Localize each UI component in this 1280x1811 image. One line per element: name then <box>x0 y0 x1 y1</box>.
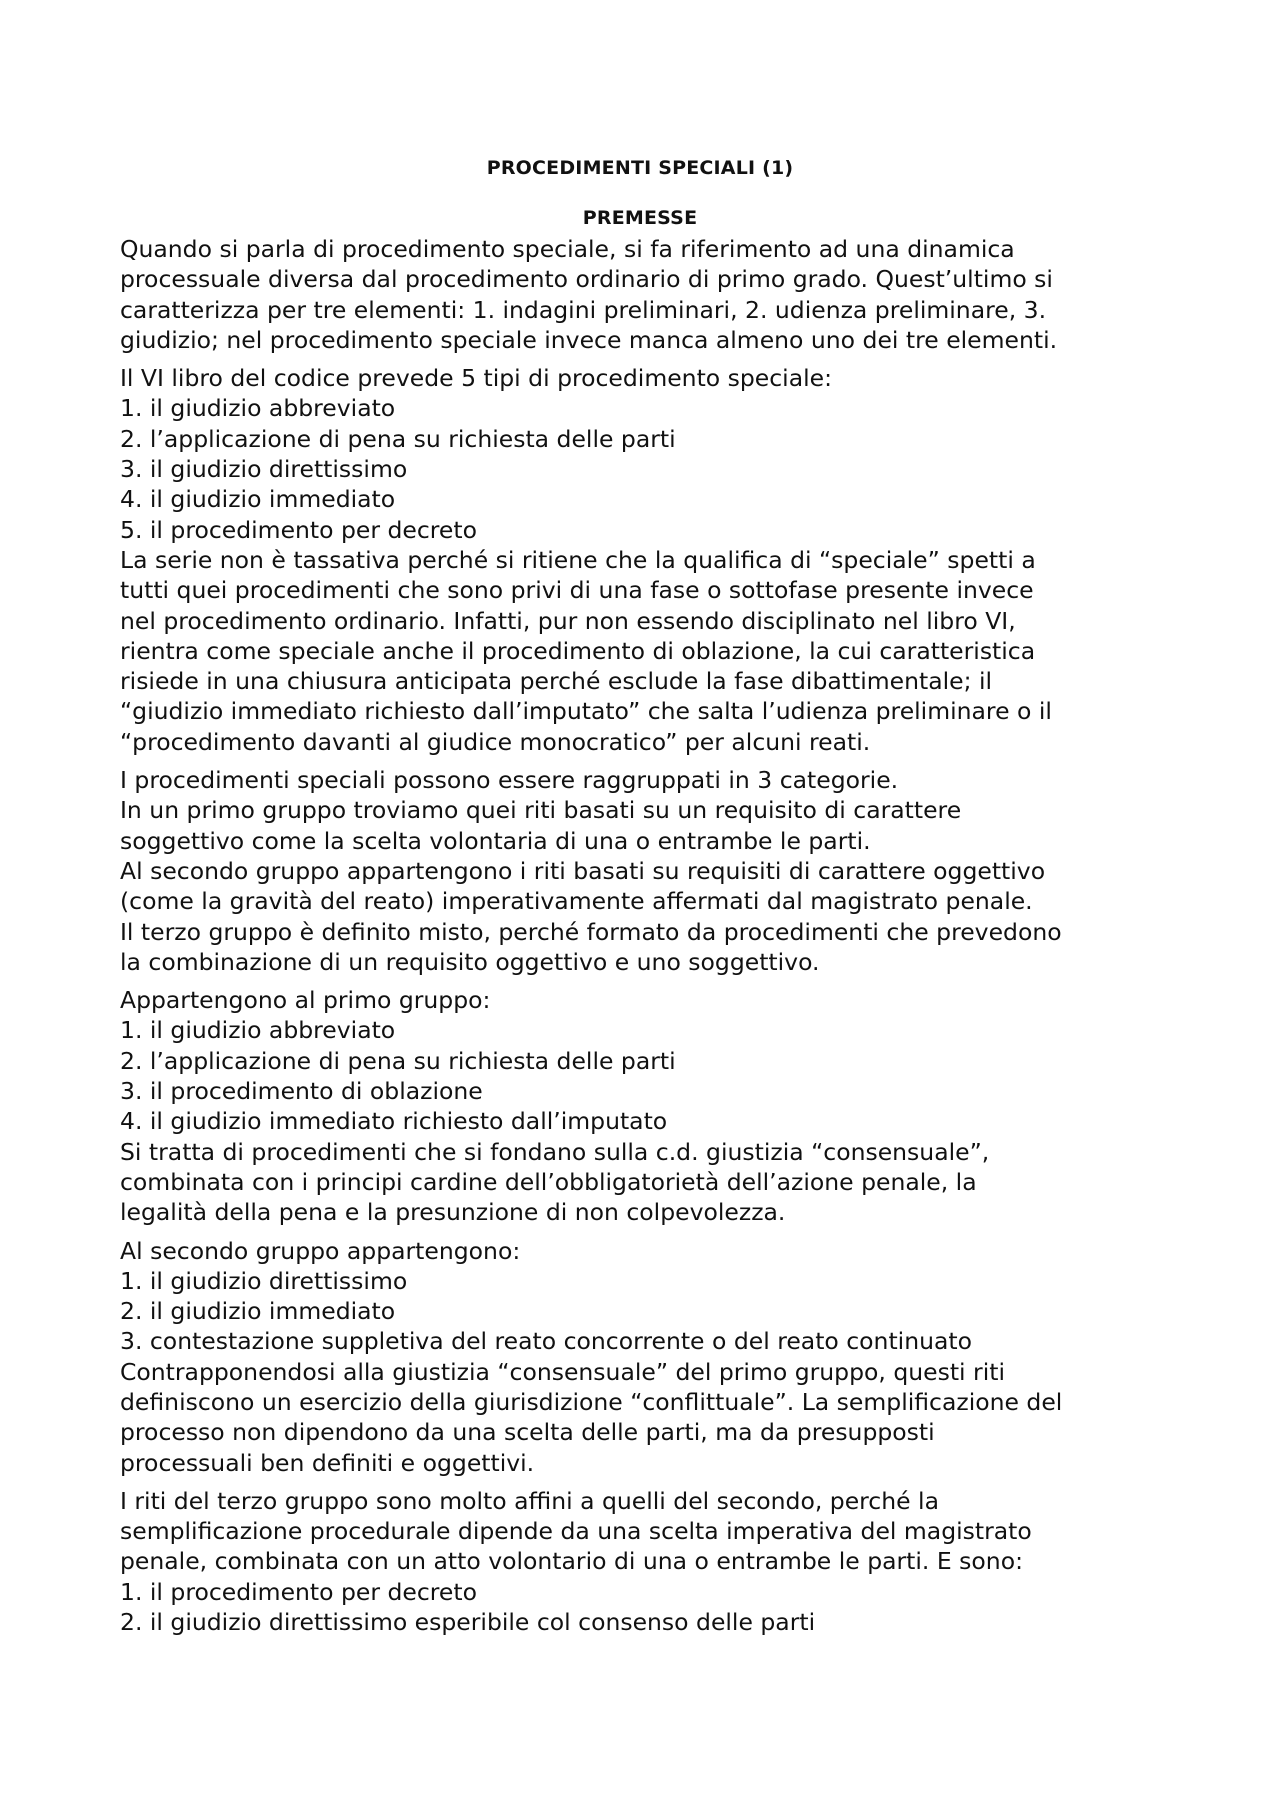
text-line: 2. l’applicazione di pena su richiesta delle parti <box>120 424 676 453</box>
text-line: 3. il giudizio direttissimo <box>120 455 408 484</box>
text-line: Si tratta di procedimenti che si fondano sulla c.d. giustizia “consensuale”, <box>120 1137 990 1166</box>
text-line: la combinazione di un requisito oggettivo e uno soggettivo. <box>120 947 820 976</box>
section-heading: PREMESSE <box>582 207 698 229</box>
text-line: (come la gravità del reato) imperativamente affermati dal magistrato penale. <box>120 887 1033 916</box>
text-line: 2. il giudizio direttissimo esperibile col consenso delle parti <box>120 1608 816 1637</box>
text-line: 3. contestazione suppletiva del reato concorrente o del reato continuato <box>120 1327 972 1356</box>
paragraph <box>120 1236 1160 1478</box>
text-line: 2. l’applicazione di pena su richiesta delle parti <box>120 1046 676 1075</box>
text-line: semplificazione procedurale dipende da una scelta imperativa del magistrato <box>120 1517 1032 1546</box>
text-line: tutti quei procedimenti che sono privi di una fase o sottofase presente invece <box>120 576 1034 605</box>
text-line: soggettivo come la scelta volontaria di una o entrambe le parti. <box>120 826 871 855</box>
paragraph <box>120 1486 1160 1637</box>
text-line: Il VI libro del codice prevede 5 tipi di procedimento speciale: <box>120 364 833 393</box>
text-line: 1. il giudizio abbreviato <box>120 394 396 423</box>
text-line: 4. il giudizio immediato richiesto dall’imputato <box>120 1107 668 1136</box>
text-line: Contrapponendosi alla giustizia “consensuale” del primo gruppo, questi riti <box>120 1357 1005 1386</box>
text-line: caratterizza per tre elementi: 1. indagini preliminari, 2. udienza preliminare, 3. <box>120 295 1047 324</box>
text-line: 4. il giudizio immediato <box>120 485 396 514</box>
document-title: PROCEDIMENTI SPECIALI (1) <box>486 157 794 179</box>
text-line: legalità della pena e la presunzione di non colpevolezza. <box>120 1198 786 1227</box>
text-line: “giudizio immediato richiesto dall’imputato” che salta l’udienza preliminare o il <box>120 697 1052 726</box>
text-line: processo non dipendono da una scelta delle parti, ma da presupposti <box>120 1418 935 1447</box>
text-line: nel procedimento ordinario. Infatti, pur non essendo disciplinato nel libro VI, <box>120 606 1016 635</box>
text-line: definiscono un esercizio della giurisdizione “conflittuale”. La semplificazione del <box>120 1387 1063 1416</box>
text-line: Appartengono al primo gruppo: <box>120 986 491 1015</box>
text-line: 1. il procedimento per decreto <box>120 1577 477 1606</box>
text-line: penale, combinata con un atto volontario di una o entrambe le parti. E sono: <box>120 1547 1023 1576</box>
text-line: risiede in una chiusura anticipata perché esclude la fase dibattimentale; il <box>120 667 993 696</box>
text-line: Al secondo gruppo appartengono: <box>120 1236 521 1265</box>
text-line: I procedimenti speciali possono essere raggruppati in 3 categorie. <box>120 766 899 795</box>
text-line: combinata con i principi cardine dell’obbligatorietà dell’azione penale, la <box>120 1167 977 1196</box>
paragraph <box>120 765 1160 977</box>
text-line: giudizio; nel procedimento speciale invece manca almeno uno dei tre elementi. <box>120 325 1058 354</box>
text-line: “procedimento davanti al giudice monocratico” per alcuni reati. <box>120 727 871 756</box>
text-line: Il terzo gruppo è definito misto, perché formato da procedimenti che prevedono <box>120 917 1062 946</box>
text-line: In un primo gruppo troviamo quei riti basati su un requisito di carattere <box>120 796 962 825</box>
text-line: processuali ben definiti e oggettivi. <box>120 1448 535 1477</box>
text-line: 2. il giudizio immediato <box>120 1297 396 1326</box>
paragraph <box>120 234 1160 355</box>
text-line: processuale diversa dal procedimento ordinario di primo grado. Quest’ultimo si <box>120 265 1053 294</box>
paragraph <box>120 985 1160 1227</box>
text-line: La serie non è tassativa perché si ritiene che la qualifica di “speciale” spetti a <box>120 545 1036 574</box>
text-line: rientra come speciale anche il procedimento di oblazione, la cui caratteristica <box>120 636 1036 665</box>
document-body <box>120 234 1160 1637</box>
text-line: 1. il giudizio abbreviato <box>120 1016 396 1045</box>
text-line: I riti del terzo gruppo sono molto affini a quelli del secondo, perché la <box>120 1486 939 1515</box>
text-line: 3. il procedimento di oblazione <box>120 1077 483 1106</box>
text-line: 5. il procedimento per decreto <box>120 515 477 544</box>
text-line: 1. il giudizio direttissimo <box>120 1266 408 1295</box>
text-line: Al secondo gruppo appartengono i riti basati su requisiti di carattere oggettivo <box>120 856 1046 885</box>
paragraph <box>120 363 1160 757</box>
text-line: Quando si parla di procedimento speciale, si fa riferimento ad una dinamica <box>120 235 1015 263</box>
